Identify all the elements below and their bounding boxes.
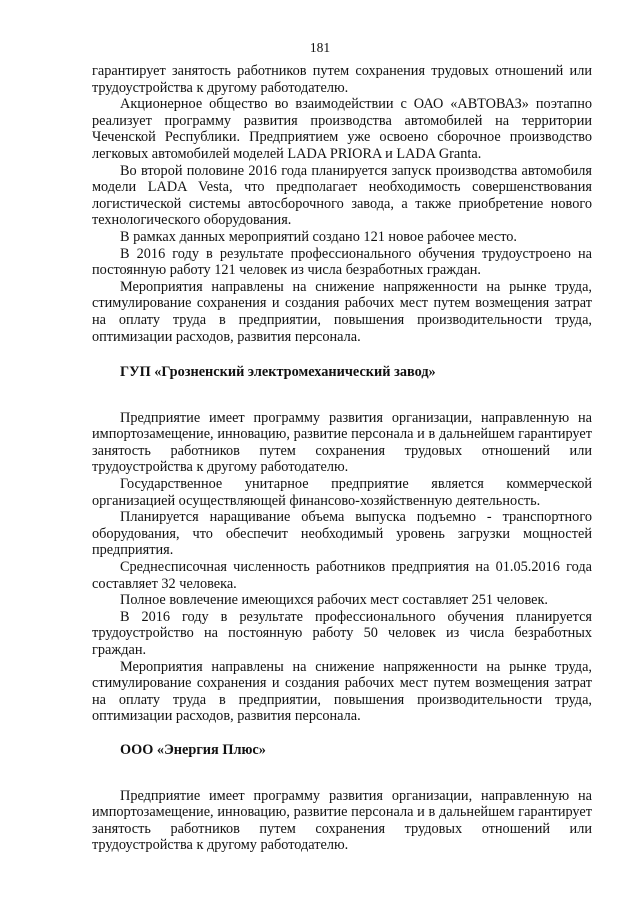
paragraph: Предприятие имеет программу развития организации, направленную на импортозамещение, инновацию, развитие персонала и в дальнейшем гарантирует занятость работников путем сохранения трудовых отношений или трудоустройства к другому работодателю. bbox=[92, 787, 592, 854]
section-heading: ООО «Энергия Плюс» bbox=[120, 741, 266, 758]
page-number: 181 bbox=[309, 40, 331, 55]
paragraph: Государственное унитарное предприятие является коммерческой организацией осуществляющей финансово-хозяйственную деятельность. bbox=[92, 476, 592, 509]
paragraph: Полное вовлечение имеющихся рабочих мест составляет 251 человек. bbox=[120, 592, 548, 609]
section-heading: ГУП «Грозненский электромеханический завод» bbox=[120, 364, 436, 381]
paragraph: В рамках данных мероприятий создано 121 новое рабочее место. bbox=[120, 228, 518, 245]
document-body bbox=[92, 63, 592, 854]
paragraph: Среднесписочная численность работников предприятия на 01.05.2016 года составляет 32 человека. bbox=[92, 559, 592, 592]
paragraph: Во второй половине 2016 года планируется запуск производства автомобиля модели LADA Vesta, что предполагает необходимость совершенствования логистической системы автосборочного завода, а также приобретение нового технологического оборудования. bbox=[92, 162, 592, 229]
paragraph: Планируется наращивание объема выпуска подъемно - транспортного оборудования, что обеспечит необходимый уровень загрузки мощностей предприятия. bbox=[92, 509, 592, 559]
paragraph: В 2016 году в результате профессионального обучения планируется трудоустройство на постоянную работу 50 человек из числа безработных граждан. bbox=[92, 608, 592, 658]
paragraph: Предприятие имеет программу развития организации, направленную на импортозамещение, инновацию, развитие персонала и в дальнейшем гарантирует занятость работников путем сохранения трудовых отношений или трудоустройства к другому работодателю. bbox=[92, 409, 592, 476]
paragraph: В 2016 году в результате профессионального обучения трудоустроено на постоянную работу 121 человек из числа безработных граждан. bbox=[92, 245, 592, 279]
paragraph: Мероприятия направлены на снижение напряженности на рынке труда, стимулирование сохранения и создания рабочих мест путем возмещения затрат на оплату труда в предприятии, повышения производительности труда, оптимизации расходов, развития персонала. bbox=[92, 658, 592, 725]
paragraph: Акционерное общество во взаимодействии с ОАО «АВТОВАЗ» поэтапно реализует программу развития производства автомобилей на территории Чеченской Республики. Предприятием уже освоено сборочное производство легковых автомобилей моделей LADA PRIORA и LADA Granta. bbox=[92, 96, 592, 162]
paragraph: Мероприятия направлены на снижение напряженности на рынке труда, стимулирование сохранения и создания рабочих мест путем возмещения затрат на оплату труда в предприятии, повышения производительности труда, оптимизации расходов, развития персонала. bbox=[92, 278, 592, 345]
paragraph: гарантирует занятость работников путем сохранения трудовых отношений или трудоустройства к другому работодателю. bbox=[92, 63, 592, 96]
